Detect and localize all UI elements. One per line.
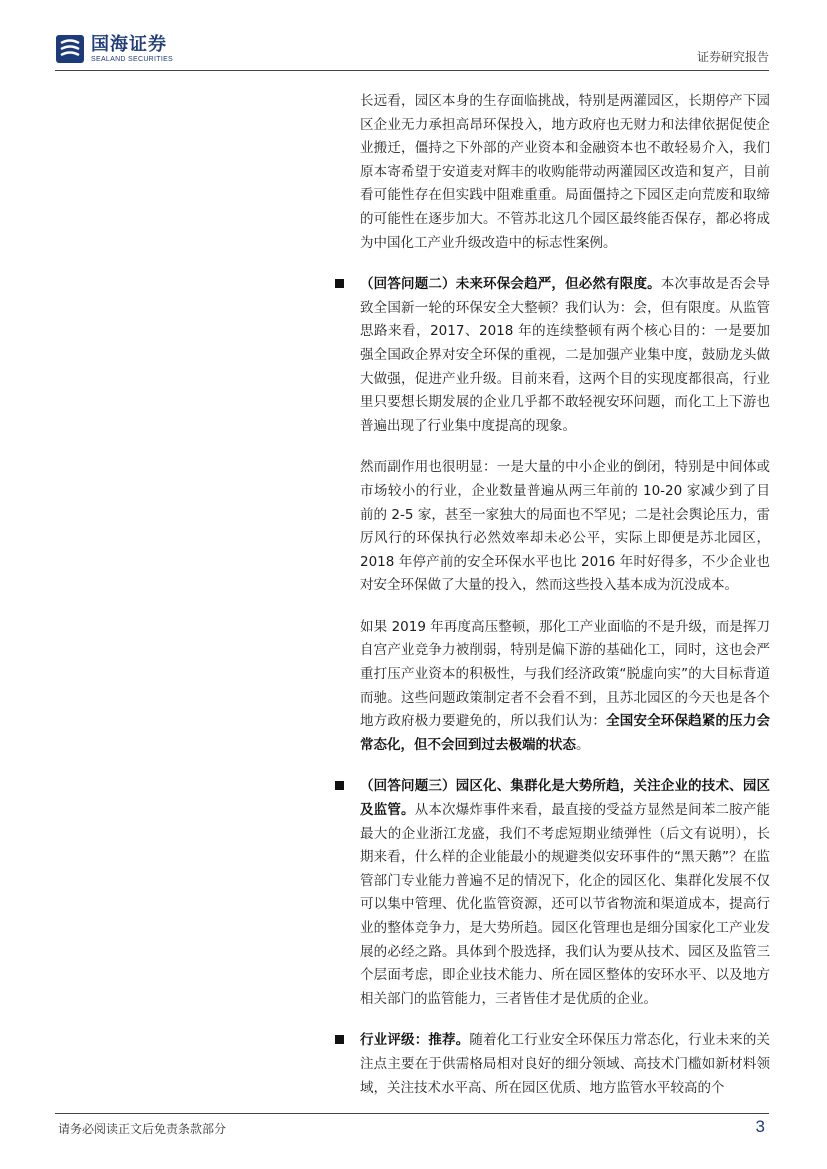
answer-two-heading: （回答问题二）未来环保会趋严，但必然有限度。: [360, 276, 661, 293]
report-body: [360, 90, 770, 1100]
paragraph-side-effects: 然而副作用也很明显：一是大量的中小企业的倒闭，特别是中间体或市场较小的行业，企业数量普遍从两三年前的 10-20 家减少到了目前的 2-5 家，甚至一家独大的局面也不罕见；二是社会舆论压力，雷厉风行的环保执行必然效率却未必公平，实际上即便是苏北园区，2018 年停产前的安全环保水平也比 2016 年时好得多，不少企业也对安全环保做了大量的投入，然而这些投入基本成为沉没成本。: [360, 459, 770, 594]
paragraph-2019-outlook: 如果 2019 年再度高压整顿，那化工产业面临的不是升级，而是挥刀自宫产业竞争力被削弱，特别是偏下游的基础化工，同时，这也会严重打压产业资本的积极性，与我们经济政策“脱虚向实”的大目标背道而驰。这些问题政策制定者不会看不到，且苏北园区的今天也是各个地方政府极力要避免的，所以我们认为：全国安全环保趋紧的压力会常态化，但不会回到过去极端的状态。: [360, 618, 771, 753]
square-bullet-icon: [335, 781, 344, 790]
square-bullet-icon: [335, 1035, 344, 1044]
rating-text: 随着化工行业安全环保压力常态化，行业未来的关注点主要在于供需格局相对良好的细分领域、高技术门槛如新材料领域，关注技术水平高、所在园区优质、地方监管水平较高的个: [360, 1032, 771, 1096]
answer-three-heading: （回答问题三）园区化、集群化是大势所趋，关注企业的技术、园区及监管。: [360, 778, 770, 819]
outlook-conclusion: 全国安全环保趋紧的压力会常态化，但不会回到过去极端的状态: [360, 713, 771, 753]
report-type-label: 证券研究报告: [696, 50, 769, 64]
outlook-text: 如果 2019 年再度高压整顿，那化工产业面临的不是升级，而是挥刀自宫产业竞争力被削弱，特别是偏下游的基础化工，同时，这也会严重打压产业资本的积极性，与我们经济政策“脱虚向实”的大目标背道而驰。这些问题政策制定者不会看不到，且苏北园区的今天也是各个地方政府极力要避免的，所以我们认为：: [360, 618, 770, 730]
sealand-logo-icon: [55, 34, 85, 64]
disclaimer-note: 请务必阅读正文后免责条款部分: [58, 1122, 227, 1136]
answer-two-text: 本次事故是否会导致全国新一轮的环保安全大整顿？我们认为：会，但有限度。从监管思路来看，2017、2018 年的连续整顿有两个核心目的：一是要加强全国政企界对安全环保的重视，二是加强产业集中度，鼓励龙头做大做强，促进产业升级。目前来看，这两个目的实现度都很高，行业里只要想长期发展的企业几乎都不敢轻视安环问题，而化工上下游也普遍出现了行业集中度提高的现象。: [360, 276, 771, 434]
answer-question-two: [360, 273, 770, 438]
header-divider: [55, 70, 769, 71]
rating-heading: 行业评级：推荐。: [360, 1032, 470, 1049]
company-logo: [55, 34, 173, 64]
logo-english-name: SEALAND SECURITIES: [91, 55, 174, 63]
logo-chinese-name: 国海证券: [91, 33, 167, 55]
square-bullet-icon: [335, 279, 344, 288]
answer-question-three: [360, 775, 770, 1011]
answer-three-text: 从本次爆炸事件来看，最直接的受益方显然是间苯二胺产能最大的企业浙江龙盛，我们不考虑短期业绩弹性（后文有说明），长期来看，什么样的企业能最小的规避类似安环事件的“黑天鹅”？在监管部门专业能力普遍不足的情况下，化企的园区化、集群化发展不仅可以集中管理、优化监管资源，还可以节省物流和渠道成本，提高行业的整体竞争力，是大势所趋。园区化管理也是细分国家化工产业发展的必经之路。具体到个股选择，我们认为要从技术、园区及监管三个层面考虑，即企业技术能力、所在园区整体的安环水平、以及地方相关部门的监管能力，三者皆佳才是优质的企业。: [360, 802, 771, 1007]
paragraph-park-outlook: 长远看，园区本身的生存面临挑战，特别是两灌园区，长期停产下园区企业无力承担高昂环保投入，地方政府也无财力和法律依据促使企业搬迁，僵持之下外部的产业资本和金融资本也不敢轻易介入，我们原本寄希望于安道麦对辉丰的收购能带动两灌园区改造和复产，目前看可能性存在但实践中阻难重重。局面僵持之下园区走向荒废和取缔的可能性在逐步加大。不管苏北这几个园区最终能否保存，都必将成为中国化工产业升级改造中的标志性案例。: [360, 93, 770, 251]
footer-divider: [55, 1113, 769, 1114]
page-header: [0, 0, 827, 80]
page-number: 3: [755, 1117, 765, 1136]
industry-rating: [360, 1029, 770, 1100]
